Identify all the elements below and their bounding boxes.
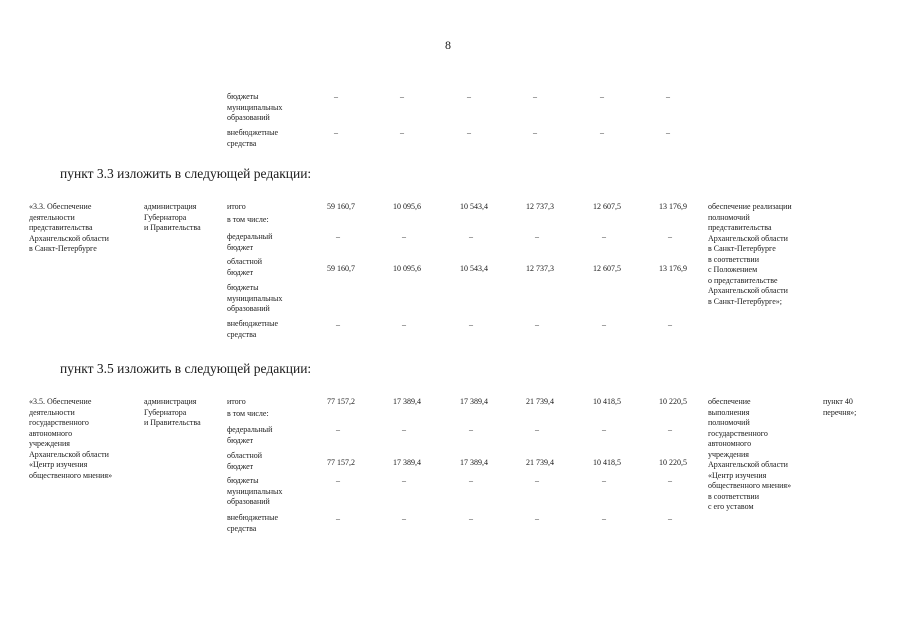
text-line: муниципальных [227, 486, 283, 496]
dash-cell: – [336, 476, 340, 485]
text-line: образований [227, 497, 270, 506]
dash-cell: – [602, 514, 606, 523]
source-regional-label [227, 451, 262, 472]
dash-cell: – [402, 232, 406, 241]
source-including-label: в том числе: [227, 215, 269, 224]
dash-cell: – [334, 92, 338, 101]
text-line: администрация [144, 397, 197, 406]
source-regional-label [227, 257, 262, 278]
dash-cell: – [469, 514, 473, 523]
text-line: о представительстве [708, 275, 778, 285]
text-line: с Положением [708, 265, 758, 274]
dash-cell: – [666, 92, 670, 101]
page-number: 8 [445, 38, 451, 52]
text-line: администрация [144, 202, 197, 211]
dash-cell: – [400, 128, 404, 137]
dash-cell: – [402, 425, 406, 434]
dash-cell: – [535, 320, 539, 329]
dash-cell: – [666, 128, 670, 137]
source-municipal-label [227, 283, 282, 315]
amount-cell: 10 095,6 [393, 264, 421, 273]
dash-cell: – [336, 425, 340, 434]
dash-cell: – [402, 476, 406, 485]
text-line: выполнения [708, 407, 750, 417]
dash-cell: – [535, 476, 539, 485]
dash-cell: – [602, 320, 606, 329]
amount-cell: 12 607,5 [593, 264, 621, 273]
text-line: автономного [29, 428, 73, 438]
amount-cell: 10 095,6 [393, 202, 421, 211]
text-line: бюджеты [227, 92, 259, 101]
amount-cell: 59 160,7 [327, 202, 355, 211]
dash-cell: – [533, 128, 537, 137]
text-line: бюджет [227, 267, 254, 277]
amount-cell: 10 418,5 [593, 397, 621, 406]
text-line: внебюджетные [227, 128, 278, 137]
text-line: Губернатора [144, 212, 187, 222]
dash-cell: – [402, 514, 406, 523]
dash-cell: – [336, 514, 340, 523]
text-line: и Правительства [144, 418, 201, 427]
item-executor [144, 397, 201, 429]
text-line: Архангельской области [29, 449, 109, 459]
text-line: в Санкт-Петербурге»; [708, 296, 782, 306]
text-line: учреждения [29, 439, 70, 448]
dash-cell: – [400, 92, 404, 101]
section-heading-3-3: пункт 3.3 изложить в следующей редакции: [60, 166, 312, 181]
dash-cell: – [668, 232, 672, 241]
text-line: обеспечение [708, 397, 751, 406]
text-line: муниципальных [227, 293, 283, 303]
dash-cell: – [668, 514, 672, 523]
amount-cell: 21 739,4 [526, 458, 554, 467]
amount-cell: 10 220,5 [659, 458, 687, 467]
amount-cell: 59 160,7 [327, 264, 355, 273]
dash-cell: – [467, 128, 471, 137]
dash-cell: – [469, 425, 473, 434]
text-line: внебюджетные [227, 319, 278, 328]
text-line: Архангельской области [708, 286, 788, 295]
item-name [29, 397, 112, 481]
amount-cell: 10 418,5 [593, 458, 621, 467]
text-line: областной [227, 451, 263, 460]
text-line: деятельности [29, 407, 75, 417]
dash-cell: – [535, 425, 539, 434]
text-line: образований [227, 304, 270, 313]
dash-cell: – [668, 425, 672, 434]
text-line: «Центр изучения [29, 460, 88, 469]
item-result [708, 202, 792, 307]
dash-cell: – [668, 476, 672, 485]
text-line: общественного мнения» [708, 481, 792, 490]
dash-cell: – [602, 232, 606, 241]
amount-cell: 17 389,4 [393, 397, 421, 406]
amount-cell: 77 157,2 [327, 397, 355, 406]
dash-cell: – [535, 514, 539, 523]
amount-cell: 10 220,5 [659, 397, 687, 406]
text-line: бюджеты [227, 283, 259, 292]
section-heading-3-5: пункт 3.5 изложить в следующей редакции: [60, 361, 312, 376]
dash-cell: – [533, 92, 537, 101]
amount-cell: 17 389,4 [393, 458, 421, 467]
source-extrabudget-label [227, 128, 278, 149]
text-line: образований [227, 113, 270, 122]
text-line: учреждения [708, 449, 749, 459]
dash-cell: – [668, 320, 672, 329]
text-line: представительства [708, 223, 772, 232]
item-note [823, 397, 856, 418]
source-including-label: в том числе: [227, 409, 269, 418]
amount-cell: 77 157,2 [327, 458, 355, 467]
dash-cell: – [334, 128, 338, 137]
text-line: представительства [29, 223, 93, 232]
text-line: бюджет [227, 461, 254, 471]
text-line: «3.3. Обеспечение [29, 202, 92, 211]
amount-cell: 13 176,9 [659, 202, 687, 211]
dash-cell: – [336, 232, 340, 241]
amount-cell: 10 543,4 [460, 264, 488, 273]
item-executor [144, 202, 201, 234]
text-line: обеспечение реализации [708, 202, 792, 211]
source-municipal-label [227, 92, 282, 124]
text-line: в соответствии [708, 491, 759, 501]
source-municipal-label [227, 476, 282, 508]
amount-cell: 12 737,3 [526, 202, 554, 211]
source-federal-label [227, 232, 272, 253]
amount-cell: 12 607,5 [593, 202, 621, 211]
text-line: полномочий [708, 418, 750, 427]
text-line: внебюджетные [227, 513, 278, 522]
amount-cell: 13 176,9 [659, 264, 687, 273]
source-federal-label [227, 425, 272, 446]
text-line: в Санкт-Петербурге [29, 244, 97, 253]
text-line: средства [227, 523, 257, 533]
text-line: бюджеты [227, 476, 259, 485]
text-line: в Санкт-Петербурге [708, 244, 776, 253]
text-line: государственного [708, 428, 768, 438]
text-line: Архангельской области [708, 460, 788, 469]
dash-cell: – [469, 320, 473, 329]
amount-cell: 17 389,4 [460, 458, 488, 467]
dash-cell: – [469, 476, 473, 485]
text-line: автономного [708, 439, 752, 448]
text-line: деятельности [29, 212, 75, 222]
dash-cell: – [469, 232, 473, 241]
text-line: общественного мнения» [29, 470, 113, 480]
dash-cell: – [600, 92, 604, 101]
source-extrabudget-label [227, 319, 278, 340]
dash-cell: – [602, 476, 606, 485]
text-line: Архангельской области [708, 233, 788, 243]
text-line: федеральный [227, 232, 273, 241]
text-line: бюджет [227, 242, 254, 252]
dash-cell: – [467, 92, 471, 101]
text-line: федеральный [227, 425, 273, 434]
text-line: и Правительства [144, 223, 201, 232]
amount-cell: 21 739,4 [526, 397, 554, 406]
text-line: «Центр изучения [708, 470, 767, 480]
item-result [708, 397, 791, 513]
text-line: с его уставом [708, 502, 754, 511]
text-line: областной [227, 257, 263, 266]
item-name [29, 202, 109, 255]
dash-cell: – [535, 232, 539, 241]
text-line: пункт 40 [823, 397, 853, 406]
amount-cell: 12 737,3 [526, 264, 554, 273]
dash-cell: – [402, 320, 406, 329]
dash-cell: – [600, 128, 604, 137]
amount-cell: 17 389,4 [460, 397, 488, 406]
text-line: средства [227, 329, 257, 339]
text-line: бюджет [227, 435, 254, 445]
text-line: перечня»; [823, 407, 857, 417]
dash-cell: – [602, 425, 606, 434]
text-line: в соответствии [708, 254, 759, 264]
text-line: Архангельской области [29, 233, 109, 243]
source-total-label: итого [227, 202, 246, 211]
text-line: «3.5. Обеспечение [29, 397, 92, 406]
text-line: средства [227, 138, 257, 148]
source-extrabudget-label [227, 513, 278, 534]
text-line: полномочий [708, 212, 750, 222]
amount-cell: 10 543,4 [460, 202, 488, 211]
dash-cell: – [336, 320, 340, 329]
text-line: государственного [29, 418, 89, 427]
text-line: муниципальных [227, 102, 283, 112]
source-total-label: итого [227, 397, 246, 406]
text-line: Губернатора [144, 407, 187, 417]
